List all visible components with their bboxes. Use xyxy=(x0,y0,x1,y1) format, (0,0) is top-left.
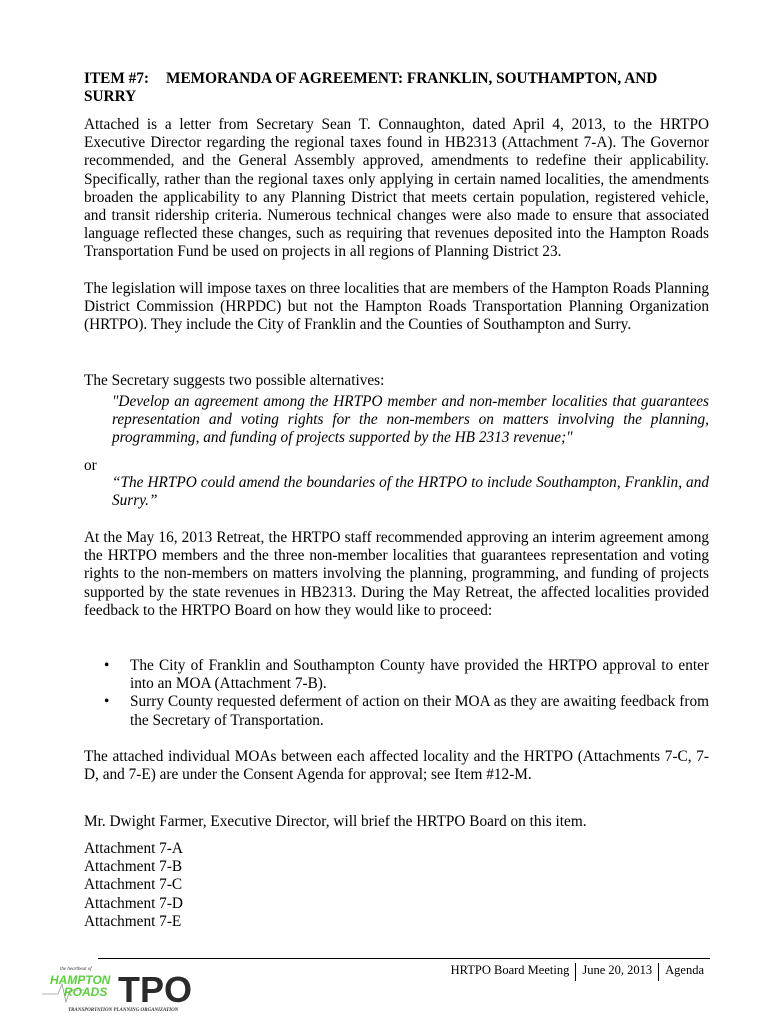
footer xyxy=(445,963,710,981)
list-item: • Surry County requested deferment of action on their MOA as they are awaiting feedback from the Secretary of Transportation. xyxy=(84,693,709,729)
or-text: or xyxy=(84,457,97,474)
attachment-item: Attachment 7-D xyxy=(84,894,183,912)
item-title: MEMORANDA OF AGREEMENT: FRANKLIN, SOUTHAMPTON, AND SURRY xyxy=(84,70,658,106)
footer-divider xyxy=(98,958,710,959)
svg-text:TRANSPORTATION PLANNING ORGANI: TRANSPORTATION PLANNING ORGANIZATION xyxy=(68,1008,179,1013)
attachment-list xyxy=(84,840,709,931)
quote-agreement: "Develop an agreement among the HRTPO member and non-member localities that guarantees representation and voting rights for the non-members on matters involving the planning, programming, and funding of projects supported by the HB 2313 revenue;" xyxy=(112,393,709,447)
attachment-item: Attachment 7-C xyxy=(84,876,183,894)
list-item: • The City of Franklin and Southampton County have provided the HRTPO approval to enter into an MOA (Attachment 7-B). xyxy=(84,657,709,693)
svg-text:TPO: TPO xyxy=(118,969,193,1010)
footer-doc: Agenda xyxy=(665,963,704,977)
footer-date: June 20, 2013 xyxy=(582,963,653,977)
attachment-item: Attachment 7-E xyxy=(84,912,182,930)
paragraph-legislation: The legislation will impose taxes on three localities that are members of the Hampton Roads Planning District Commission (HRPDC) but not the Hampton Roads Transportation Planning Organization (HRTPO). They include the City of Franklin and the Counties of Southampton and Surry. xyxy=(84,280,709,334)
paragraph-letter: Attached is a letter from Secretary Sean T. Connaughton, dated April 4, 2013, to the HRTPO Executive Director regarding the regional taxes found in HB2313 (Attachment 7-A). The Governor recommended, and the General Assembly approved, amendments to redefine their applicability. Specifically, rather than the regional taxes only applying in certain named localities, the amendments broaden the applicability to any Planning District that meets certain population, registered vehicle, and transit ridership criteria. Numerous technical changes were also made to ensure that associated language reflected these changes, such as requiring that revenues deposited into the Hampton Roads Transportation Fund be used on projects in all regions of Planning District 23. xyxy=(84,116,709,261)
attachment-item: Attachment 7-B xyxy=(84,858,183,876)
attachment-item: Attachment 7-A xyxy=(84,840,183,857)
svg-text:ROADS: ROADS xyxy=(64,985,108,999)
item-heading: ITEM #7: MEMORANDA OF AGREEMENT: FRANKLIN, SOUTHAMPTON, AND SURRY xyxy=(84,70,658,106)
paragraph-retreat: At the May 16, 2013 Retreat, the HRTPO staff recommended approving an interim agreement among the HRTPO members and the three non-member localities that guarantees representation and voting rights to the non-members on matters involving the planning, programming, and funding of projects supported by the state revenues in HB2313. During the May Retreat, the affected localities provided feedback to the HRTPO Board on how they would like to proceed: xyxy=(84,529,709,619)
quote-boundaries: “The HRTPO could amend the boundaries of the HRTPO to include Southampton, Franklin, and Surry.” xyxy=(112,474,709,510)
paragraph-briefing: Mr. Dwight Farmer, Executive Director, will brief the HRTPO Board on this item. xyxy=(84,813,587,830)
paragraph-moas: The attached individual MOAs between each affected locality and the HRTPO (Attachments 7-C, 7-D, and 7-E) are under the Consent Agenda for approval; see Item #12-M. xyxy=(84,748,709,784)
feedback-list xyxy=(84,657,709,730)
paragraph-alternatives: The Secretary suggests two possible alternatives: xyxy=(84,372,385,389)
hrtpo-logo xyxy=(40,962,200,1014)
footer-meeting: HRTPO Board Meeting xyxy=(450,963,570,977)
svg-text:the heartbeat of: the heartbeat of xyxy=(60,967,92,972)
svg-text:HAMPTON: HAMPTON xyxy=(50,973,111,987)
